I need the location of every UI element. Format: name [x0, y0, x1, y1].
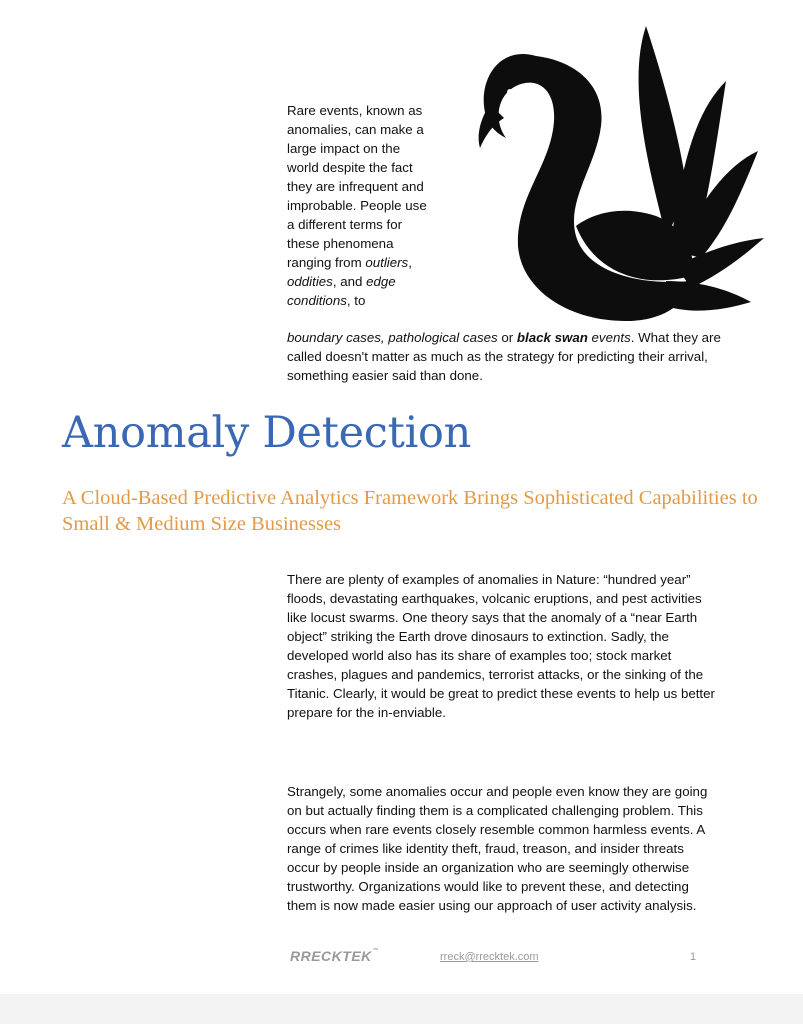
page-number: 1	[690, 951, 697, 963]
intro-text-run: events	[587, 330, 631, 345]
page-subtitle: A Cloud-Based Predictive Analytics Framework Brings Sophisticated Capabilities to Small & Medium Size Businesses	[62, 487, 758, 535]
intro-text-run: ,	[408, 255, 412, 270]
intro-text-run: or	[497, 330, 517, 345]
page-bottom-band	[0, 994, 803, 1024]
intro-text-run: . What they are called doesn't matter as much as the strategy for predicting their arrival, something easier said than done.	[287, 330, 721, 383]
footer-email-link[interactable]: rreck@rrecktek.com	[440, 951, 539, 963]
intro-text-run: , to	[346, 293, 366, 308]
intro-text-run: oddities	[287, 274, 333, 289]
page-title: Anomaly Detection	[62, 408, 472, 458]
intro-paragraph-start	[287, 101, 427, 310]
logo-text: RRECKTEK	[290, 948, 372, 964]
intro-text-run: , and	[332, 274, 367, 289]
body-paragraph: Strangely, some anomalies occur and people even know they are going on but actually finding them is a complicated challenging problem. This occurs when rare events closely resemble common harmless events. A range of crimes like identity theft, fraud, treason, and insider threats occur by people inside an organization who are seemingly otherwise trustworthy. Organizations would like to prevent these, and detecting them is now made easier using our approach of user activity analysis.	[287, 784, 708, 913]
intro-text-run: boundary cases, pathological cases	[287, 330, 498, 345]
black-swan-icon	[476, 26, 766, 326]
intro-text-run: Rare events, known as anomalies, can make a large impact on the world despite the fact they are infrequent and improbable. People use a different terms for these phenomena ranging from	[287, 103, 427, 270]
intro-text-run: outliers	[365, 255, 409, 270]
company-logo	[290, 948, 379, 964]
intro-text-run: black swan	[516, 330, 588, 345]
intro-text-run: edge conditions	[287, 274, 396, 308]
body-paragraph: There are plenty of examples of anomalies in Nature: “hundred year” floods, devastating earthquakes, volcanic eruptions, and pest activities like locust swarms. One theory says that the anomaly of a “near Earth object” striking the Earth drove dinosaurs to extinction. Sadly, the developed world also has its share of examples too; stock market crashes, plagues and pandemics, terrorist attacks, or the sinking of the Titanic. Clearly, it would be great to predict these events to help us better prepare for the in-enviable.	[287, 572, 715, 720]
intro-paragraph-continued	[287, 328, 727, 385]
trademark-symbol: ™	[372, 948, 380, 954]
